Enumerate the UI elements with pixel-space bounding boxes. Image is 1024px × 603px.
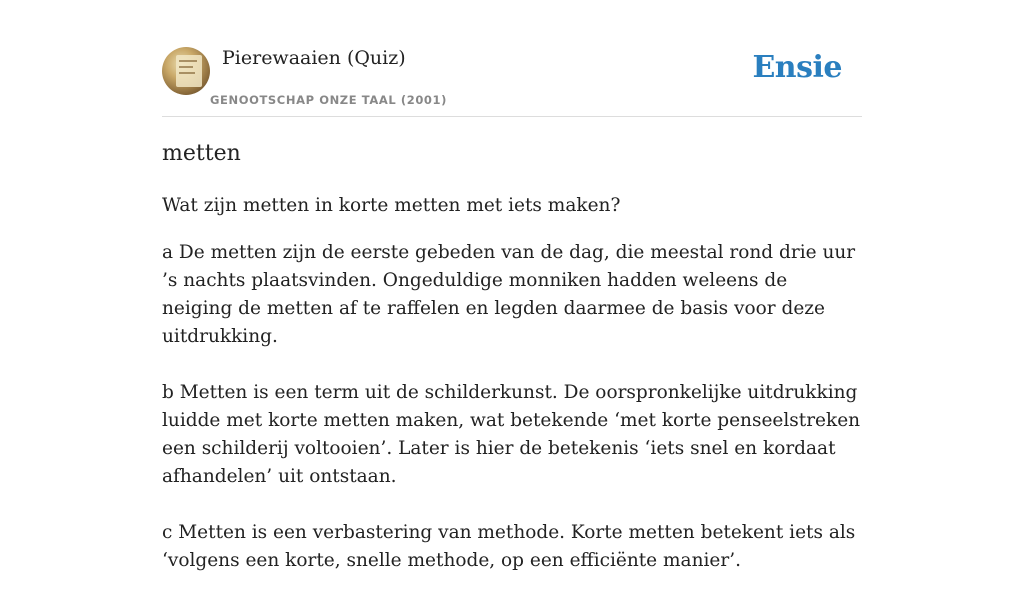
page-container: [162, 0, 862, 571]
answer-b: b Metten is een term uit de schilderkunst. De oorspronkelijke uitdrukking luidde met korte metten maken, wat betekende ‘met korte penseelstreken een schilderij voltooien’. Later is hier de betekenis ‘iets snel en kordaat afhandelen’ uit ontstaan.: [162, 382, 861, 487]
book-cover-avatar[interactable]: [162, 47, 210, 95]
book-cover-line: [179, 72, 195, 74]
answer-a: a De metten zijn de eerste gebeden van de dag, die meestal rond drie uur ’s nachts plaatsvinden. Ongeduldige monniken hadden weleens de neiging de metten af te raffelen en legden daarmee de basis voor deze uitdrukking.: [162, 242, 856, 347]
book-cover-line: [179, 60, 197, 62]
ensie-logo[interactable]: Ensie: [752, 50, 842, 85]
entry-header: [162, 0, 862, 117]
book-title-link[interactable]: Pierewaaien (Quiz): [222, 47, 406, 69]
entry-title: metten: [162, 141, 241, 166]
book-cover-line: [179, 66, 193, 68]
quiz-answers: [162, 239, 862, 603]
quiz-question: Wat zijn metten in korte metten met iets maken?: [162, 195, 621, 216]
book-source-label: GENOOTSCHAP ONZE TAAL (2001): [210, 93, 447, 107]
answer-c: c Metten is een verbastering van methode. Korte metten betekent iets als ‘volgens een korte, snelle methode, op een efficiënte manier’.: [162, 522, 856, 571]
